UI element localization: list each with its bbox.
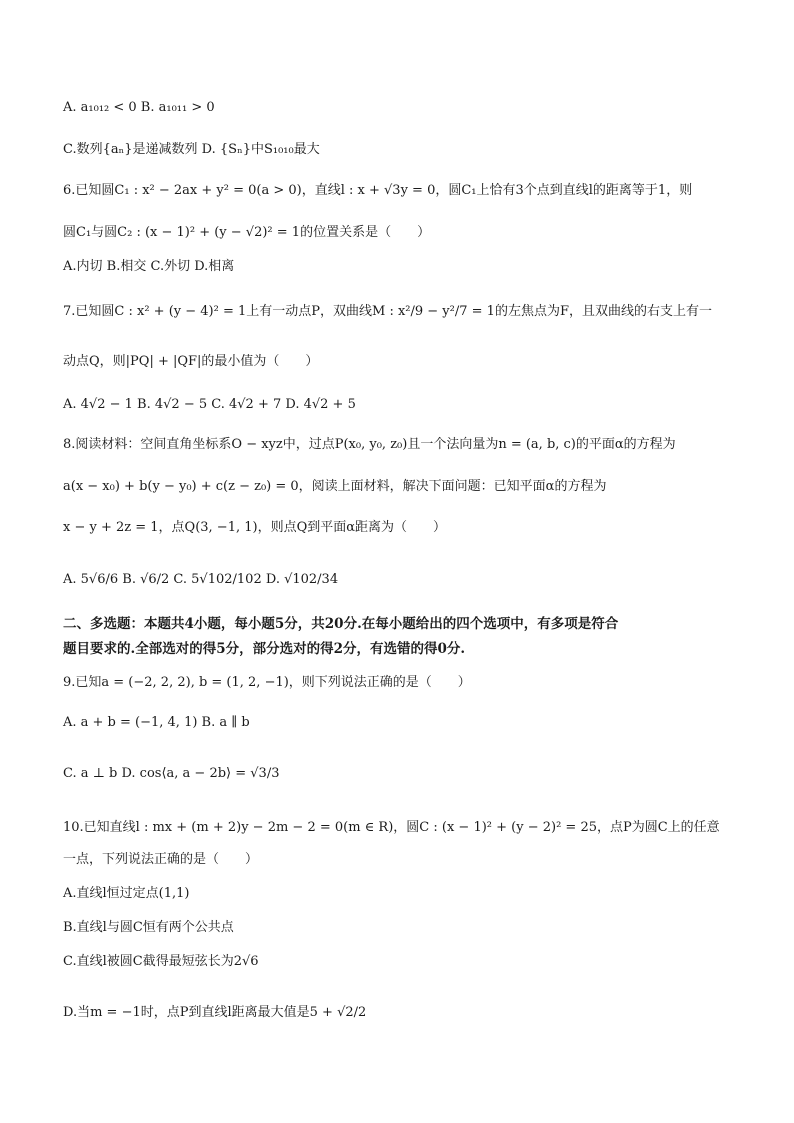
q7-options: A. 4√2 − 1 B. 4√2 − 5 C. 4√2 + 7 D. 4√2 + 5 bbox=[63, 397, 356, 412]
q6-options: A.内切 B.相交 C.外切 D.相离 bbox=[63, 259, 235, 274]
q5-options-ab: A. a₁₀₁₂ < 0 B. a₁₀₁₁ > 0 bbox=[63, 100, 215, 115]
q6-stem-line1: 6.已知圆C₁ : x² − 2ax + y² = 0(a > 0)，直线l : x + √3y = 0，圆C₁上恰有3个点到直线l的距离等于1，则 bbox=[63, 183, 693, 198]
q10-option-c: C.直线l被圆C截得最短弦长为2√6 bbox=[63, 954, 259, 969]
q10-option-a: A.直线l恒过定点(1,1) bbox=[63, 886, 190, 901]
q6-stem-line2: 圆C₁与圆C₂ : (x − 1)² + (y − √2)² = 1的位置关系是（ ） bbox=[63, 225, 431, 240]
q9-options-cd: C. a ⊥ b D. cos⟨a, a − 2b⟩ = √3/3 bbox=[63, 766, 280, 781]
section-heading-line1: 二、多选题：本题共4小题，每小题5分，共20分.在每小题给出的四个选项中，有多项是符合 bbox=[63, 616, 619, 632]
q10-option-b: B.直线l与圆C恒有两个公共点 bbox=[63, 920, 234, 935]
q10-stem-line2: 一点，下列说法正确的是（ ） bbox=[63, 852, 259, 867]
q7-stem-line2: 动点Q，则|PQ| + |QF|的最小值为（ ） bbox=[63, 354, 319, 369]
q8-stem-line1: 8.阅读材料：空间直角坐标系O − xyz中，过点P(x₀, y₀, z₀)且一个法向量为n = (a, b, c)的平面α的方程为 bbox=[63, 437, 676, 452]
q9-stem: 9.已知a = (−2, 2, 2), b = (1, 2, −1)，则下列说法正确的是（ ） bbox=[63, 675, 471, 690]
section-heading-line2: 题目要求的.全部选对的得5分，部分选对的得2分，有选错的得0分. bbox=[63, 641, 466, 657]
q8-stem-line3: x − y + 2z = 1，点Q(3, −1, 1)，则点Q到平面α距离为（ ） bbox=[63, 520, 447, 535]
q9-options-ab: A. a + b = (−1, 4, 1) B. a ∥ b bbox=[63, 715, 250, 730]
q8-stem-line2: a(x − x₀) + b(y − y₀) + c(z − z₀) = 0，阅读上面材料，解决下面问题：已知平面α的方程为 bbox=[63, 479, 607, 494]
q10-option-d: D.当m = −1时，点P到直线l距离最大值是5 + √2/2 bbox=[63, 1005, 367, 1020]
q5-options-cd: C.数列{aₙ}是递减数列 D. {Sₙ}中S₁₀₁₀最大 bbox=[63, 142, 320, 157]
q7-stem-line1: 7.已知圆C : x² + (y − 4)² = 1上有一动点P，双曲线M : x²/9 − y²/7 = 1的左焦点为F，且双曲线的右支上有一 bbox=[63, 304, 712, 319]
q10-stem-line1: 10.已知直线l : mx + (m + 2)y − 2m − 2 = 0(m ∈ R)，圆C : (x − 1)² + (y − 2)² = 25，点P为圆C上的任意 bbox=[63, 820, 720, 835]
q8-options: A. 5√6/6 B. √6/2 C. 5√102/102 D. √102/34 bbox=[63, 572, 339, 587]
